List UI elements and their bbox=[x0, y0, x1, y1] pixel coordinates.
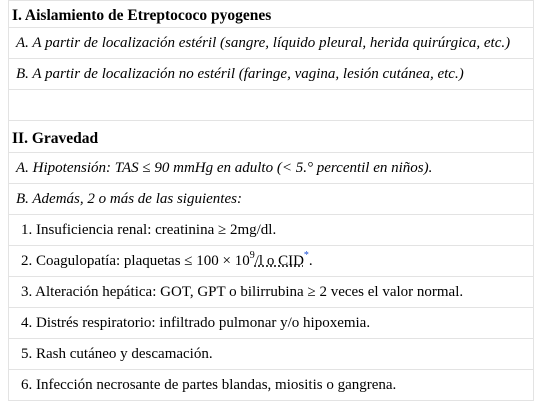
criterion-rash: 5. Rash cutáneo y descamación. bbox=[21, 345, 213, 362]
criterion-hepatic: 3. Alteración hepática: GOT, GPT o bilirrubina ≥ 2 veces el valor normal. bbox=[21, 283, 464, 300]
section-ii-item-b: B. Además, 2 o más de las siguientes: bbox=[16, 190, 242, 207]
section-ii-title: II. Gravedad bbox=[12, 130, 99, 147]
section-i-row bbox=[8, 1, 534, 28]
exponent: 9 bbox=[249, 249, 255, 261]
criterion-coagulopathy bbox=[21, 249, 313, 270]
section-i-item-b: B. A partir de localización no estéril (faringe, vagina, lesión cutánea, etc.) bbox=[16, 65, 464, 82]
criterion-row-6 bbox=[8, 370, 534, 401]
section-ii-item-a-row bbox=[8, 153, 534, 184]
criterion-row-3 bbox=[8, 277, 534, 308]
section-i-item-b-row bbox=[8, 59, 534, 90]
section-ii-row bbox=[8, 121, 534, 153]
section-i-item-a-row bbox=[8, 28, 534, 59]
section-ii-item-b-row bbox=[8, 184, 534, 215]
cid-abbreviation: /l o CID bbox=[254, 252, 304, 269]
criterion-row-2 bbox=[8, 246, 534, 277]
section-ii-item-a: A. Hipotensión: TAS ≤ 90 mmHg en adulto (< 5.° percentil en niños). bbox=[16, 159, 433, 176]
criterion-coagulopathy-end: . bbox=[308, 252, 313, 269]
criterion-row-5 bbox=[8, 339, 534, 370]
criterion-respiratory: 4. Distrés respiratorio: infiltrado pulmonar y/o hipoxemia. bbox=[21, 314, 371, 331]
criterion-renal: 1. Insuficiencia renal: creatinina ≥ 2mg/dl. bbox=[21, 221, 277, 238]
section-i-item-a: A. A partir de localización estéril (sangre, líquido pleural, herida quirúrgica, etc.) bbox=[16, 34, 511, 51]
footnote-link[interactable]: * bbox=[303, 249, 309, 261]
criterion-row-4 bbox=[8, 308, 534, 339]
criteria-table bbox=[8, 0, 534, 401]
criterion-coagulopathy-text: 2. Coagulopatía: plaquetas ≤ 100 × 10 bbox=[21, 252, 250, 269]
criterion-row-1 bbox=[8, 215, 534, 246]
section-i-title: I. Aislamiento de Etreptococo pyogenes bbox=[12, 7, 272, 24]
empty-row bbox=[8, 90, 534, 121]
criterion-necrotizing: 6. Infección necrosante de partes blandas, miositis o gangrena. bbox=[21, 376, 397, 393]
